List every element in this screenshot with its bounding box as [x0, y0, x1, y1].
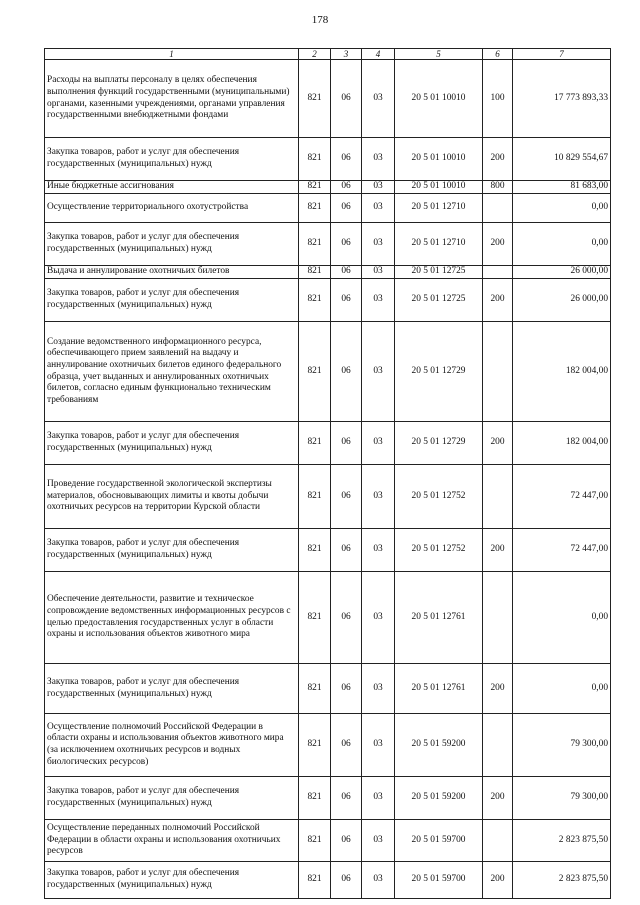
target-article-cell: 20 5 01 12725 [395, 279, 483, 322]
expense-type-cell: 200 [483, 223, 513, 266]
target-article-cell: 20 5 01 59700 [395, 862, 483, 899]
table-row [45, 60, 611, 138]
amount-cell: 0,00 [513, 572, 611, 664]
ministry-code-cell: 821 [299, 777, 331, 820]
expense-type-cell [483, 714, 513, 777]
table-row [45, 714, 611, 777]
ministry-code-cell: 821 [299, 714, 331, 777]
section-code-cell: 06 [331, 279, 362, 322]
ministry-code-cell: 821 [299, 181, 331, 194]
target-article-cell: 20 5 01 10010 [395, 181, 483, 194]
amount-cell: 0,00 [513, 664, 611, 714]
subsection-code-cell: 03 [362, 862, 395, 899]
amount-cell: 72 447,00 [513, 529, 611, 572]
table-row [45, 279, 611, 322]
column-header: 3 [331, 49, 362, 60]
subsection-code-cell: 03 [362, 60, 395, 138]
row-name-cell: Обеспечение деятельности, развитие и техническое сопровождение ведомственных информационных ресурсов с целью предоставления государственных услуг в области охраны и использования объектов животного мира [45, 572, 299, 664]
section-code-cell: 06 [331, 266, 362, 279]
target-article-cell: 20 5 01 12729 [395, 422, 483, 465]
row-name-cell: Осуществление полномочий Российской Федерации в области охраны и использования объектов животного мира (за исключением охотничьих ресурсов и водных биологических ресурсов) [45, 714, 299, 777]
section-code-cell: 06 [331, 223, 362, 266]
amount-cell: 182 004,00 [513, 422, 611, 465]
section-code-cell: 06 [331, 138, 362, 181]
target-article-cell: 20 5 01 12761 [395, 664, 483, 714]
expense-type-cell: 800 [483, 181, 513, 194]
table-row [45, 194, 611, 223]
row-name-cell: Осуществление переданных полномочий Российской Федерации в области охраны и использования охотничьих ресурсов [45, 820, 299, 862]
row-name-cell: Расходы на выплаты персоналу в целях обеспечения выполнения функций государственными (муниципальными) органами, казенными учреждениями, органами управления государственными внебюджетными фондами [45, 60, 299, 138]
target-article-cell: 20 5 01 12710 [395, 194, 483, 223]
subsection-code-cell: 03 [362, 194, 395, 223]
subsection-code-cell: 03 [362, 529, 395, 572]
row-name-cell: Создание ведомственного информационного ресурса, обеспечивающего прием заявлений на выдачу и аннулирование охотничьих билетов единого федерального образца, учет выданных и аннулированных охотничьих билетов, согласно единым функционально техническим требованиям [45, 322, 299, 422]
table-row [45, 181, 611, 194]
expense-type-cell: 200 [483, 862, 513, 899]
table-row [45, 422, 611, 465]
subsection-code-cell: 03 [362, 223, 395, 266]
subsection-code-cell: 03 [362, 138, 395, 181]
expense-type-cell [483, 820, 513, 862]
ministry-code-cell: 821 [299, 820, 331, 862]
subsection-code-cell: 03 [362, 664, 395, 714]
amount-cell: 79 300,00 [513, 777, 611, 820]
target-article-cell: 20 5 01 12725 [395, 266, 483, 279]
ministry-code-cell: 821 [299, 862, 331, 899]
section-code-cell: 06 [331, 862, 362, 899]
section-code-cell: 06 [331, 529, 362, 572]
column-header: 7 [513, 49, 611, 60]
table-row [45, 138, 611, 181]
expense-type-cell: 200 [483, 422, 513, 465]
subsection-code-cell: 03 [362, 279, 395, 322]
table-row [45, 465, 611, 529]
section-code-cell: 06 [331, 322, 362, 422]
expense-type-cell [483, 322, 513, 422]
expense-type-cell [483, 266, 513, 279]
expense-type-cell [483, 465, 513, 529]
expense-type-cell: 100 [483, 60, 513, 138]
table-row [45, 266, 611, 279]
amount-cell: 2 823 875,50 [513, 820, 611, 862]
target-article-cell: 20 5 01 12752 [395, 465, 483, 529]
target-article-cell: 20 5 01 12761 [395, 572, 483, 664]
subsection-code-cell: 03 [362, 465, 395, 529]
expense-type-cell: 200 [483, 529, 513, 572]
row-name-cell: Закупка товаров, работ и услуг для обеспечения государственных (муниципальных) нужд [45, 223, 299, 266]
budget-table [44, 48, 611, 899]
column-header: 6 [483, 49, 513, 60]
target-article-cell: 20 5 01 59200 [395, 714, 483, 777]
amount-cell: 0,00 [513, 194, 611, 223]
row-name-cell: Закупка товаров, работ и услуг для обеспечения государственных (муниципальных) нужд [45, 279, 299, 322]
subsection-code-cell: 03 [362, 572, 395, 664]
target-article-cell: 20 5 01 12710 [395, 223, 483, 266]
section-code-cell: 06 [331, 820, 362, 862]
table-row [45, 777, 611, 820]
ministry-code-cell: 821 [299, 465, 331, 529]
table-row [45, 862, 611, 899]
section-code-cell: 06 [331, 714, 362, 777]
section-code-cell: 06 [331, 194, 362, 223]
column-header: 1 [45, 49, 299, 60]
expense-type-cell [483, 572, 513, 664]
expense-type-cell: 200 [483, 664, 513, 714]
table-row [45, 664, 611, 714]
expense-type-cell [483, 194, 513, 223]
row-name-cell: Закупка товаров, работ и услуг для обеспечения государственных (муниципальных) нужд [45, 529, 299, 572]
subsection-code-cell: 03 [362, 820, 395, 862]
section-code-cell: 06 [331, 572, 362, 664]
ministry-code-cell: 821 [299, 422, 331, 465]
section-code-cell: 06 [331, 422, 362, 465]
table-row [45, 572, 611, 664]
subsection-code-cell: 03 [362, 422, 395, 465]
row-name-cell: Проведение государственной экологической экспертизы материалов, обосновывающих лимиты и квоты добычи охотничьих ресурсов на территории Курской области [45, 465, 299, 529]
section-code-cell: 06 [331, 181, 362, 194]
section-code-cell: 06 [331, 777, 362, 820]
ministry-code-cell: 821 [299, 279, 331, 322]
subsection-code-cell: 03 [362, 777, 395, 820]
ministry-code-cell: 821 [299, 529, 331, 572]
table-body [45, 60, 611, 899]
target-article-cell: 20 5 01 10010 [395, 60, 483, 138]
ministry-code-cell: 821 [299, 60, 331, 138]
row-name-cell: Закупка товаров, работ и услуг для обеспечения государственных (муниципальных) нужд [45, 664, 299, 714]
ministry-code-cell: 821 [299, 322, 331, 422]
ministry-code-cell: 821 [299, 266, 331, 279]
subsection-code-cell: 03 [362, 181, 395, 194]
amount-cell: 17 773 893,33 [513, 60, 611, 138]
section-code-cell: 06 [331, 60, 362, 138]
ministry-code-cell: 821 [299, 194, 331, 223]
target-article-cell: 20 5 01 59200 [395, 777, 483, 820]
page-number: 178 [311, 14, 329, 26]
table-header-row [45, 49, 611, 60]
row-name-cell: Иные бюджетные ассигнования [45, 181, 299, 194]
subsection-code-cell: 03 [362, 714, 395, 777]
column-header: 4 [362, 49, 395, 60]
target-article-cell: 20 5 01 10010 [395, 138, 483, 181]
expense-type-cell: 200 [483, 138, 513, 181]
subsection-code-cell: 03 [362, 266, 395, 279]
table-row [45, 223, 611, 266]
row-name-cell: Закупка товаров, работ и услуг для обеспечения государственных (муниципальных) нужд [45, 138, 299, 181]
ministry-code-cell: 821 [299, 138, 331, 181]
amount-cell: 2 823 875,50 [513, 862, 611, 899]
row-name-cell: Выдача и аннулирование охотничьих билетов [45, 266, 299, 279]
table-row [45, 322, 611, 422]
subsection-code-cell: 03 [362, 322, 395, 422]
section-code-cell: 06 [331, 465, 362, 529]
row-name-cell: Закупка товаров, работ и услуг для обеспечения государственных (муниципальных) нужд [45, 777, 299, 820]
target-article-cell: 20 5 01 12729 [395, 322, 483, 422]
amount-cell: 26 000,00 [513, 266, 611, 279]
table-row [45, 529, 611, 572]
target-article-cell: 20 5 01 59700 [395, 820, 483, 862]
amount-cell: 10 829 554,67 [513, 138, 611, 181]
column-header: 2 [299, 49, 331, 60]
target-article-cell: 20 5 01 12752 [395, 529, 483, 572]
column-header: 5 [395, 49, 483, 60]
expense-type-cell: 200 [483, 777, 513, 820]
amount-cell: 79 300,00 [513, 714, 611, 777]
table-row [45, 820, 611, 862]
ministry-code-cell: 821 [299, 223, 331, 266]
amount-cell: 182 004,00 [513, 322, 611, 422]
ministry-code-cell: 821 [299, 572, 331, 664]
row-name-cell: Закупка товаров, работ и услуг для обеспечения государственных (муниципальных) нужд [45, 862, 299, 899]
ministry-code-cell: 821 [299, 664, 331, 714]
amount-cell: 81 683,00 [513, 181, 611, 194]
section-code-cell: 06 [331, 664, 362, 714]
amount-cell: 72 447,00 [513, 465, 611, 529]
row-name-cell: Закупка товаров, работ и услуг для обеспечения государственных (муниципальных) нужд [45, 422, 299, 465]
amount-cell: 26 000,00 [513, 279, 611, 322]
row-name-cell: Осуществление территориального охотустройства [45, 194, 299, 223]
expense-type-cell: 200 [483, 279, 513, 322]
amount-cell: 0,00 [513, 223, 611, 266]
